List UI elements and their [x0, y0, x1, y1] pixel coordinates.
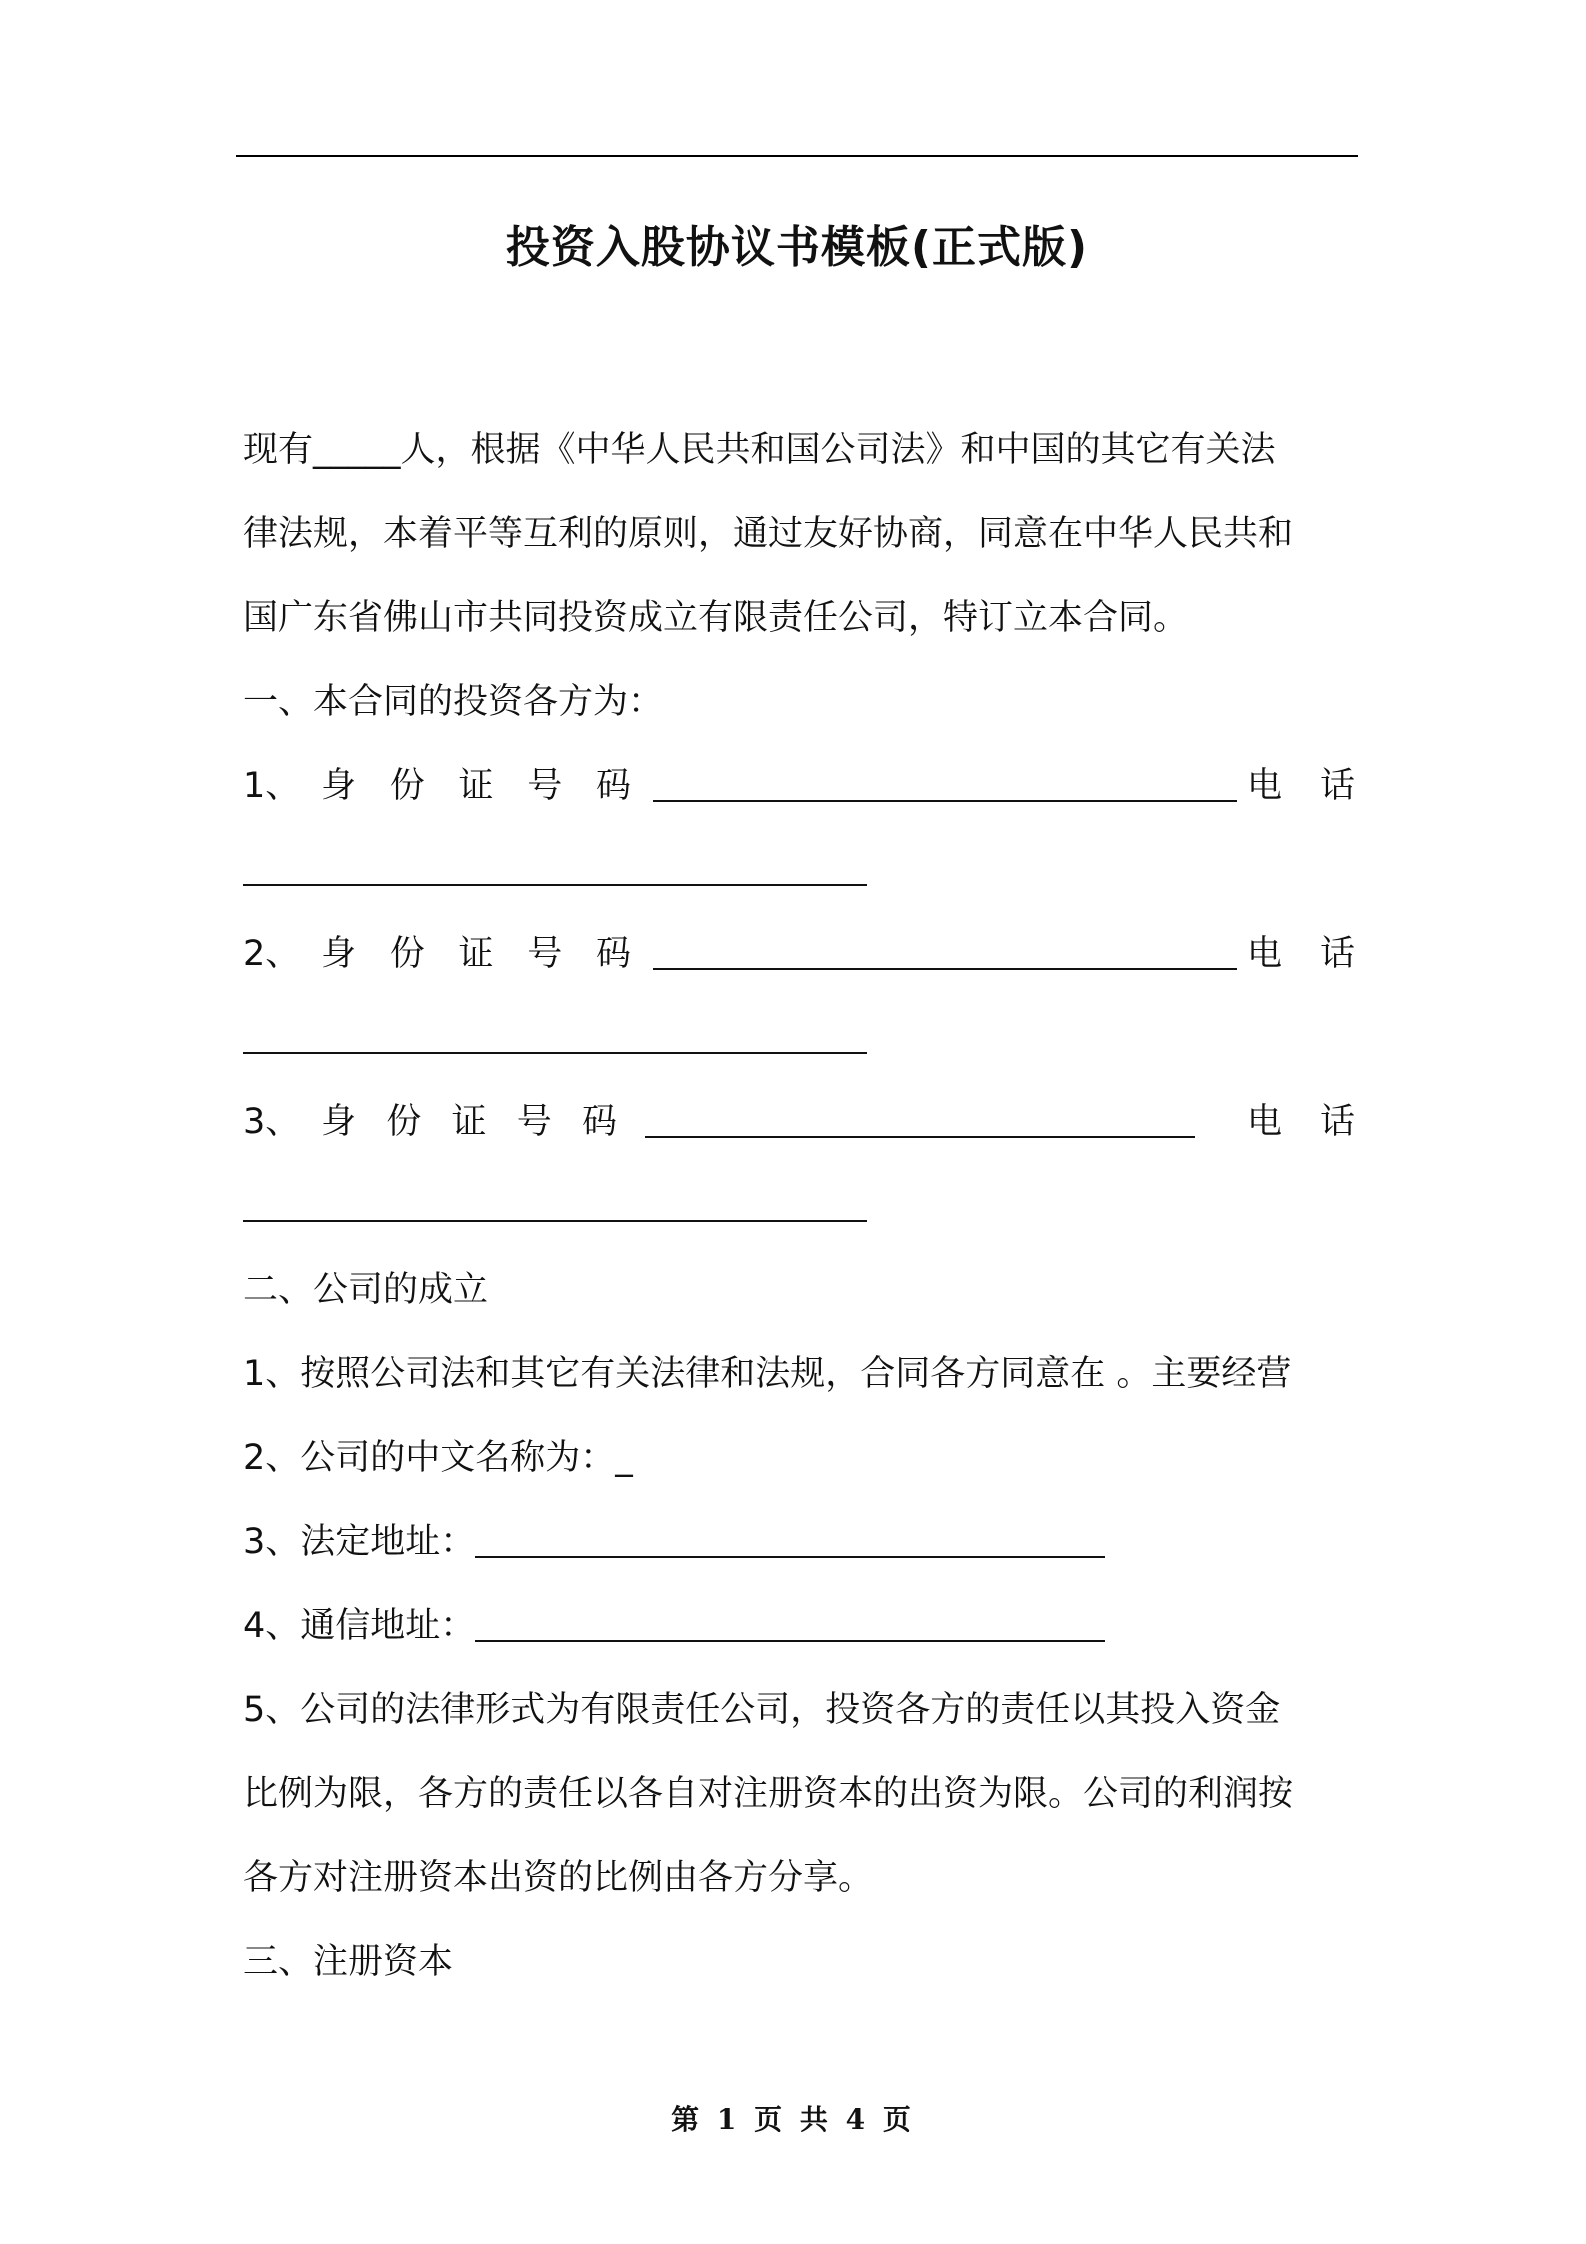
- legal-address-label: 3、法定地址：: [243, 1522, 476, 1562]
- section-3-heading: 三、注册资本: [243, 1942, 454, 1982]
- id-label: 身 份 证 号 码: [321, 766, 631, 806]
- investor-number: 2、: [243, 934, 301, 974]
- id-number-blank[interactable]: [645, 1080, 1195, 1164]
- section-2-item-5-line-3: 各方对注册资本出资的比例由各方分享。: [243, 1858, 874, 1898]
- section-2-item-5-line-2: 比例为限，各方的责任以各自对注册资本的出资为限。公司的利润按: [243, 1774, 1294, 1814]
- phone-blank-row-2: [243, 996, 1355, 1080]
- intro-line-1: [243, 408, 1355, 492]
- intro-count-blank: _____: [313, 430, 401, 470]
- intro-line-3: 国广东省佛山市共同投资成立有限责任公司，特订立本合同。: [243, 598, 1189, 638]
- id-number-blank[interactable]: [653, 744, 1237, 828]
- mailing-address-blank[interactable]: [475, 1584, 1105, 1668]
- page-footer: 第 1 页 共 4 页: [671, 2103, 915, 2136]
- legal-address-blank[interactable]: [475, 1500, 1105, 1584]
- id-number-blank[interactable]: [653, 912, 1237, 996]
- id-label: 身 份 证 号 码: [321, 934, 631, 974]
- section-2-heading: 二、公司的成立: [243, 1270, 489, 1310]
- investor-row-3: [243, 1080, 1355, 1164]
- phone-blank-row-3: [243, 1164, 1355, 1248]
- phone-blank-row-1: [243, 828, 1355, 912]
- phone-label: 电 话: [1247, 934, 1355, 974]
- intro-suffix: 人，根据《中华人民共和国公司法》和中国的其它有关法: [400, 430, 1276, 470]
- investor-number: 3、: [243, 1102, 301, 1142]
- phone-number-blank[interactable]: [243, 1220, 867, 1222]
- document-title: 投资入股协议书模板(正式版): [505, 222, 1089, 273]
- chinese-name-blank: _: [615, 1438, 633, 1478]
- section-2-item-4: [243, 1584, 1355, 1668]
- section-2-item-5-line-1: 5、公司的法律形式为有限责任公司，投资各方的责任以其投入资金: [243, 1690, 1281, 1730]
- investor-row-2: [243, 912, 1355, 996]
- document-body: [243, 408, 1355, 2004]
- mailing-address-label: 4、通信地址：: [243, 1606, 476, 1646]
- section-2-item-2: 2、公司的中文名称为：_: [243, 1438, 633, 1478]
- section-2-item-3: [243, 1500, 1355, 1584]
- intro-prefix: 现有: [243, 430, 314, 470]
- intro-line-2: 律法规，本着平等互利的原则，通过友好协商，同意在中华人民共和: [243, 514, 1294, 554]
- investor-row-1: [243, 744, 1355, 828]
- id-label: 身 份 证 号 码: [321, 1102, 617, 1142]
- phone-label: 电 话: [1247, 766, 1355, 806]
- section-2-item-1: 1、按照公司法和其它有关法律和法规，合同各方同意在 。主要经营: [243, 1354, 1292, 1394]
- phone-number-blank[interactable]: [243, 1052, 867, 1054]
- investor-number: 1、: [243, 766, 301, 806]
- header-rule: [236, 155, 1358, 157]
- phone-label: 电 话: [1247, 1102, 1355, 1142]
- section-1-heading: 一、本合同的投资各方为：: [243, 682, 664, 722]
- phone-number-blank[interactable]: [243, 884, 867, 886]
